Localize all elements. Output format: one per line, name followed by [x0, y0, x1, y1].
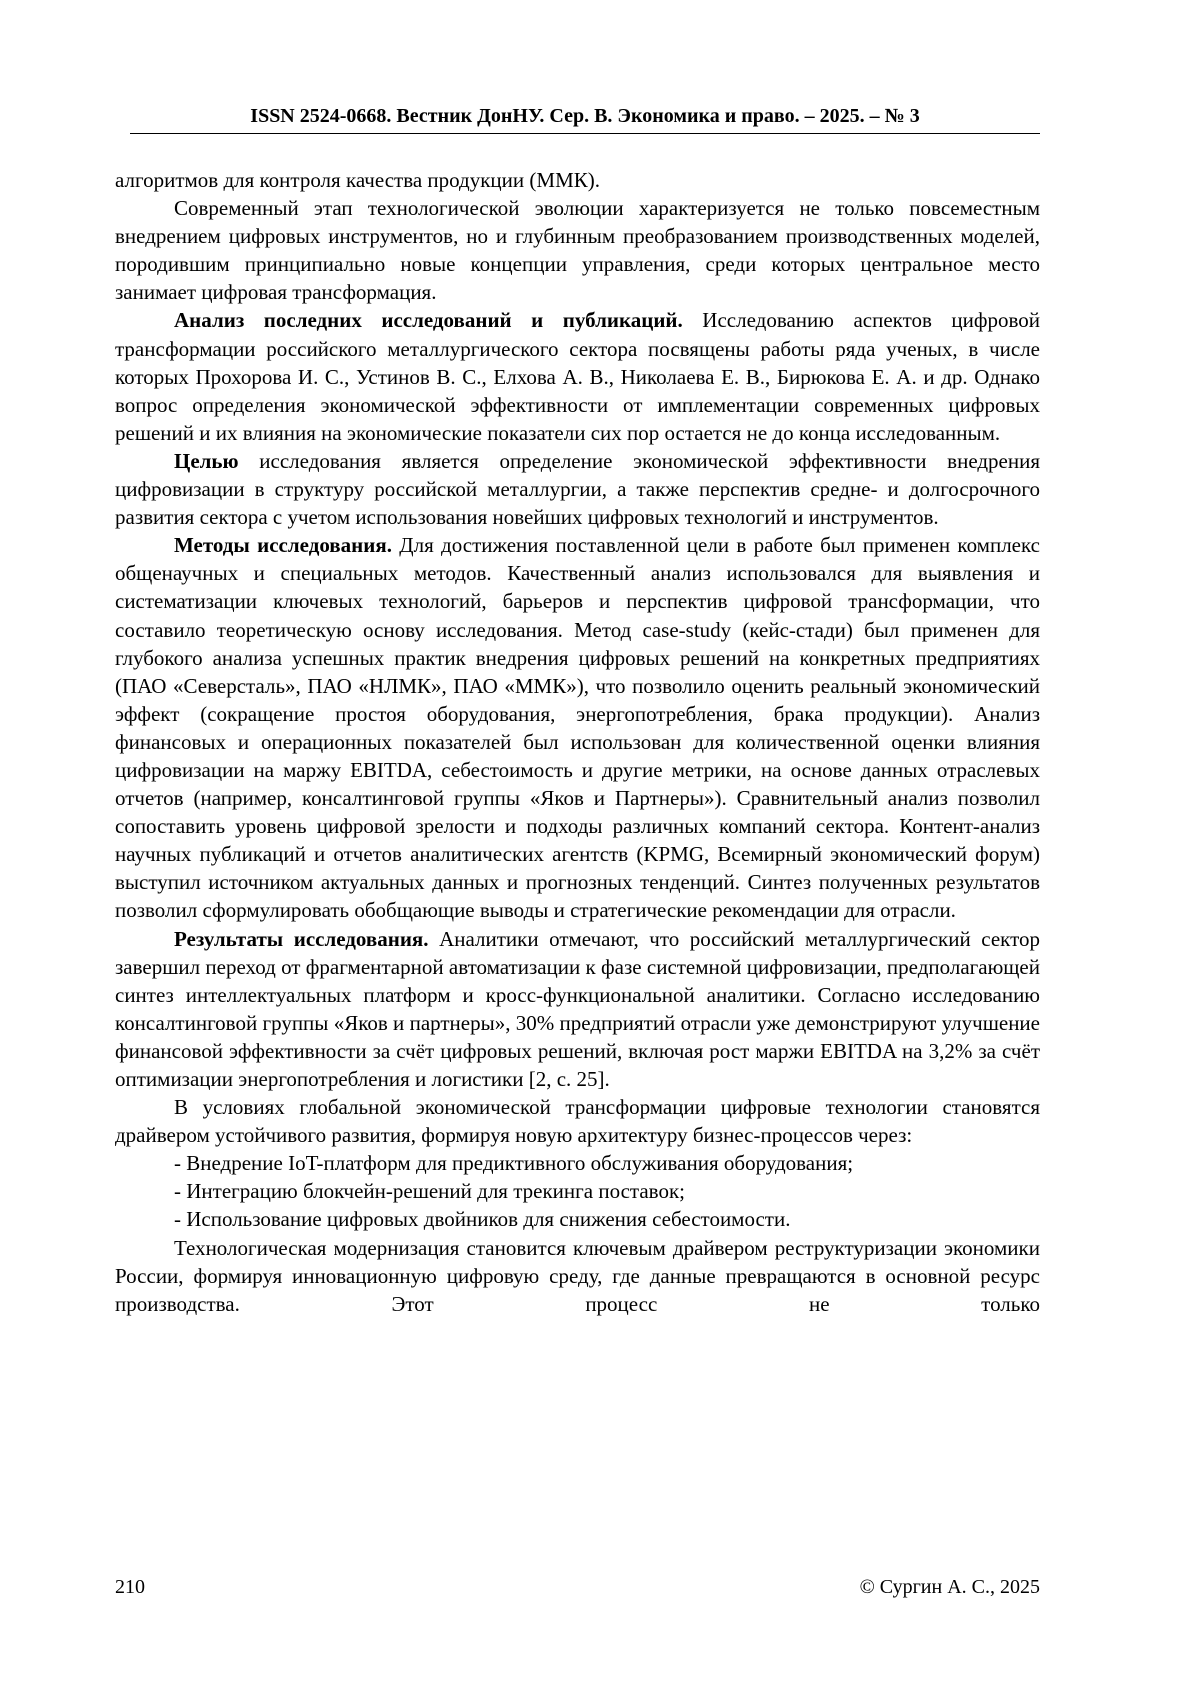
results-text: Аналитики отмечают, что российский металлургический сектор завершил переход от фрагментарной автоматизации к фазе системной цифровизации, предполагающей синтез интеллектуальных платформ и кросс-функциональной аналитики. Согласно исследованию консалтинговой группы «Яков и партнеры», 30% предприятий отрасли уже демонстрируют улучшение финансовой эффективности за счёт цифровых решений, включая рост маржи EBITDA на 3,2% за счёт оптимизации энергопотребления и логистики [2, с. 25].: [115, 926, 1040, 1091]
paragraph-analysis: [115, 306, 1040, 446]
analysis-heading: Анализ последних исследований и публикаций.: [174, 308, 683, 333]
methods-text: Для достижения поставленной цели в работе был применен комплекс общенаучных и специальных методов. Качественный анализ использовался для выявления и систематизации ключевых технологий, барьеров и перспектив цифровой трансформации, что составило теоретическую основу исследования. Метод case-study (кейс-стади) был применен для глубокого анализа успешных практик внедрения цифровых решений на конкретных предприятиях (ПАО «Северсталь», ПАО «НЛМК», ПАО «ММК»), что позволило оценить реальный экономический эффект (сокращение простоя оборудования, энергопотребления, брака продукции). Анализ финансовых и операционных показателей был использован для количественной оценки влияния цифровизации на маржу EBITDA, себестоимость и другие метрики, на основе данных отраслевых отчетов (например, консалтинговой группы «Яков и Партнеры»). Сравнительный анализ позволил сопоставить уровень цифровой зрелости и подходы различных компаний сектора. Контент-анализ научных публикаций и отчетов аналитических агентств (KPMG, Всемирный экономический форум) выступил источником актуальных данных и прогнозных тенденций. Синтез полученных результатов позволил сформулировать обобщающие выводы и стратегические рекомендации для отрасли.: [115, 533, 1040, 923]
copyright-notice: © Сургин А. С., 2025: [859, 1576, 1040, 1598]
paragraph-global: В условиях глобальной экономической трансформации цифровые технологии становятся драйвером устойчивого развития, формируя новую архитектуру бизнес-процессов через:: [115, 1095, 1040, 1148]
paragraph-results: [115, 925, 1040, 1094]
list-item: - Интеграцию блокчейн-решений для трекинга поставок;: [174, 1179, 685, 1204]
page-number: 210: [115, 1576, 145, 1598]
goal-text: исследования является определение экономической эффективности внедрения цифровизации в структуру российской металлургии, а также перспектив средне- и долгосрочного развития сектора с учетом использования новейших цифровых технологий и инструментов.: [115, 448, 1040, 530]
paragraph-continuation: алгоритмов для контроля качества продукции (ММК).: [115, 168, 600, 192]
list-item: - Использование цифровых двойников для снижения себестоимости.: [174, 1207, 791, 1232]
paragraph-modernization: Технологическая модернизация становится ключевым драйвером реструктуризации экономики России, формируя инновационную цифровую среду, где данные превращаются в основной ресурс производства. Этот процесс не только: [115, 1235, 1040, 1316]
goal-heading: Целью: [174, 448, 239, 473]
list-item: - Внедрение IoT-платформ для предиктивного обслуживания оборудования;: [174, 1151, 854, 1176]
paragraph-evolution: Современный этап технологической эволюции характеризуется не только повсеместным внедрением цифровых инструментов, но и глубинным преобразованием производственных моделей, породившим принципиально новые концепции управления, среди которых центральное место занимает цифровая трансформация.: [115, 196, 1040, 305]
header-divider: [130, 133, 1040, 134]
paragraph-methods: [115, 531, 1040, 924]
article-body: [115, 166, 1040, 1318]
analysis-text: Исследованию аспектов цифровой трансформации российского металлургического сектора посвящены работы ряда ученых, в числе которых Прохорова И. С., Устинов В. С., Елхова А. В., Николаева Е. В., Бирюкова Е. А. и др. Однако вопрос определения экономической эффективности от имплементации современных цифровых решений и их влияния на экономические показатели сих пор остается не до конца исследованным.: [115, 308, 1040, 445]
methods-heading: Методы исследования.: [174, 533, 392, 558]
results-heading: Результаты исследования.: [174, 926, 429, 951]
running-header: ISSN 2524-0668. Вестник ДонНУ. Сер. В. Экономика и право. – 2025. – № 3: [250, 105, 920, 127]
paragraph-goal: [115, 447, 1040, 531]
